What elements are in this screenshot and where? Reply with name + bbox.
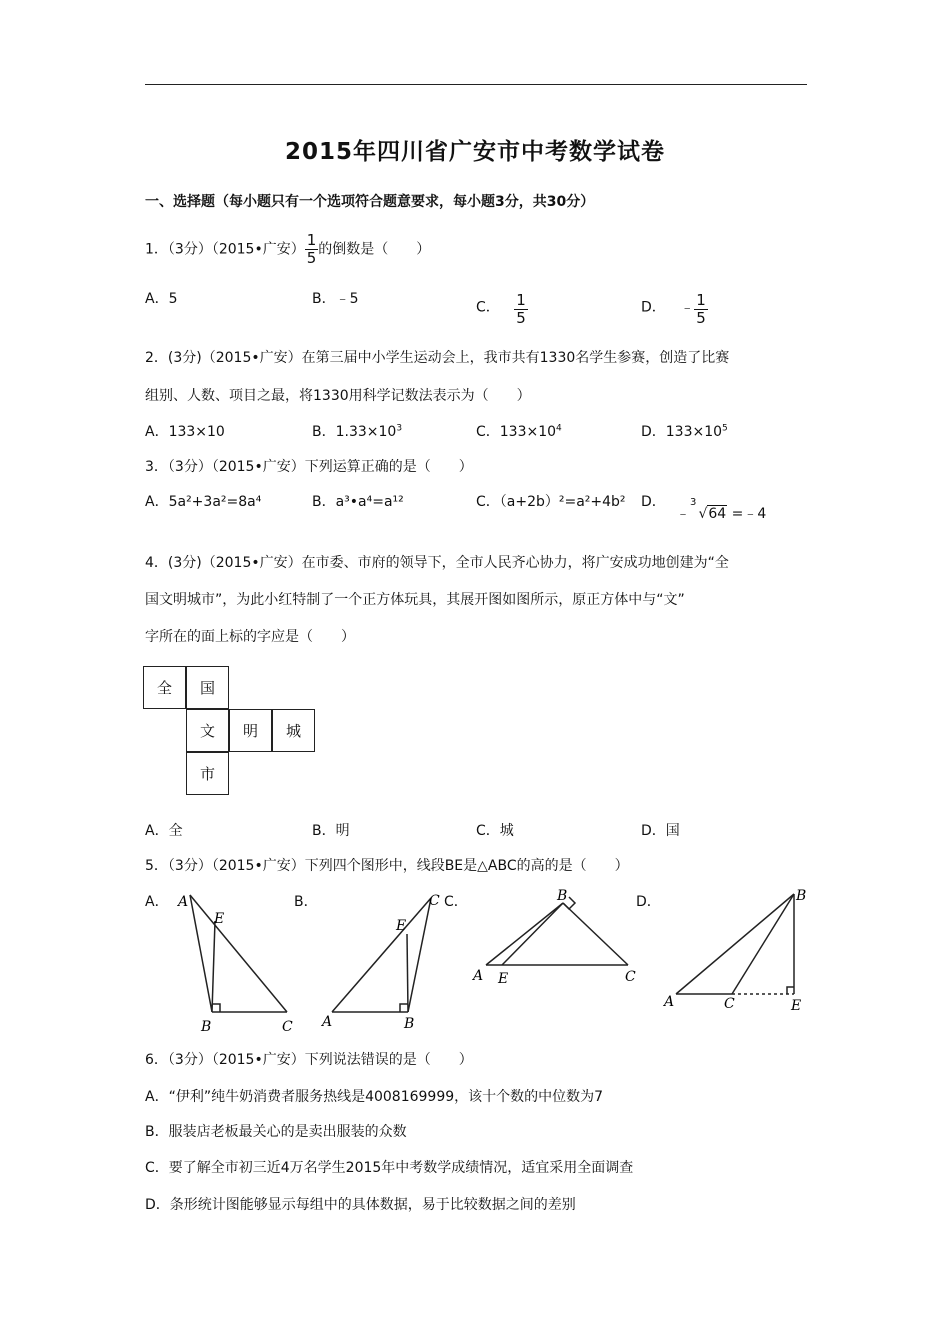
q3-d-radicand: 64 (708, 506, 727, 522)
fig-c-label-a: A (473, 968, 484, 984)
fig-a-label-a: A (178, 894, 189, 910)
q6-option-c: C．要了解全市初三近4万名学生2015年中考数学成绩情况，适宜采用全面调查 (145, 1160, 634, 1176)
question-1-stem (145, 232, 430, 267)
q4-option-a: A．全 (145, 823, 183, 839)
page-title: 2015年四川省广安市中考数学试卷 (284, 139, 665, 165)
q1-d-num: 1 (696, 291, 706, 309)
q1-c-den: 5 (516, 309, 526, 327)
q2-option-a: A．133×10 (145, 424, 225, 440)
question-4-line3: 字所在的面上标的字应是（ ） (145, 629, 355, 645)
fig-d-label-c: C (724, 996, 735, 1012)
q1-d-fraction (694, 292, 708, 327)
question-5-stem: 5．（3分）（2015•广安）下列四个图形中，线段BE是△ABC的高的是（ ） (145, 858, 629, 874)
q5-option-a: A． (145, 894, 169, 910)
q3-d-minus: ﹣ (676, 506, 690, 522)
q1-prefix: 1．（3分）（2015•广安） (145, 241, 305, 258)
triangle-figure-a (170, 885, 305, 1035)
q3-option-d (676, 497, 767, 523)
question-3-stem: 3．（3分）（2015•广安）下列运算正确的是（ ） (145, 459, 473, 475)
net-cell-3: 文 (186, 709, 229, 752)
fig-c-label-e: E (498, 971, 509, 987)
q4-option-c: C．城 (476, 823, 514, 839)
q2-c-exp: 4 (556, 423, 562, 434)
fig-b-label-c: C (429, 893, 440, 909)
q2-b-exp: 3 (396, 423, 403, 434)
q1-d-sign: ﹣ (680, 299, 695, 316)
net-cell-2: 国 (186, 666, 229, 709)
q1-c-num: 1 (516, 291, 526, 309)
fig-d-label-a: A (664, 994, 675, 1010)
triangle-figure-d (658, 882, 818, 1017)
q4-option-b: B．明 (312, 823, 350, 839)
question-4-line1: 4．(3分)（2015•广安）在市委、市府的领导下，全市人民齐心协力，将广安成功地创建为“全 (145, 555, 729, 571)
fig-b-label-a: A (322, 1014, 333, 1030)
q2-d-base: D．133×10 (641, 424, 723, 440)
fig-a-label-e: E (214, 911, 225, 927)
q2-b-base: B．1.33×10 (312, 424, 397, 440)
q2-d-exp: 5 (722, 423, 728, 434)
net-cell-5: 城 (272, 709, 315, 752)
q2-c-base: C．133×10 (476, 424, 557, 440)
question-4-line2: 国文明城市”，为此小红特制了一个正方体玩具，其展开图如图所示，原正方体中与“文” (145, 592, 685, 608)
q3-d-result: =﹣4 (731, 506, 767, 522)
triangle-figure-b (318, 890, 453, 1035)
fig-a-label-b: B (201, 1019, 212, 1035)
q1-d-label: D． (641, 299, 666, 316)
q2-option-b (312, 421, 402, 441)
q1-option-a: A．5 (145, 291, 178, 307)
q1-d-den: 5 (696, 309, 706, 327)
q1-c-label: C． (476, 299, 500, 316)
fig-d-label-e: E (791, 998, 802, 1014)
fig-d-label-b: B (796, 888, 807, 904)
fig-b-label-e: E (396, 918, 407, 934)
q5-option-d: D． (636, 894, 661, 910)
q3-option-a: A．5a²+3a²=8a⁴ (145, 494, 262, 510)
question-2-line2: 组别、人数、项目之最，将1330用科学记数法表示为（ ） (145, 388, 531, 404)
q6-option-a: A．“伊利”纯牛奶消费者服务热线是4008169999，该十个数的中位数为7 (145, 1089, 604, 1105)
triangle-figure-c (468, 885, 643, 990)
q1-fraction (305, 232, 319, 267)
q3-d-root-index: 3 (690, 497, 697, 508)
net-cell-4: 明 (229, 709, 272, 752)
q3-option-b: B．a³•a⁴=a¹² (312, 494, 404, 510)
q3-option-c: C．（a+2b）²=a²+4b² (476, 494, 626, 510)
fig-b-label-b: B (404, 1016, 415, 1032)
q1-frac-den: 5 (306, 249, 317, 267)
header-rule (145, 84, 807, 85)
q1-c-fraction (514, 292, 528, 327)
fig-c-label-c: C (625, 969, 636, 985)
q2-option-d (641, 421, 728, 441)
net-cell-6: 市 (186, 752, 229, 795)
fig-a-label-c: C (282, 1019, 293, 1035)
q6-option-d: D．条形统计图能够显示每组中的具体数据，易于比较数据之间的差别 (145, 1197, 576, 1213)
question-2-line1: 2．(3分)（2015•广安）在第三届中小学生运动会上，我市共有1330名学生参赛，创造了比赛 (145, 350, 730, 366)
q1-frac-num: 1 (306, 231, 317, 249)
net-cell-1: 全 (143, 666, 186, 709)
q1-option-b: B．﹣5 (312, 291, 359, 307)
q1-option-d (641, 288, 708, 327)
q5-option-b: B． (294, 894, 318, 910)
q4-option-d: D．国 (641, 823, 680, 839)
question-6-stem: 6．（3分）（2015•广安）下列说法错误的是（ ） (145, 1052, 473, 1068)
section-heading: 一、选择题（每小题只有一个选项符合题意要求，每小题3分，共30分） (145, 194, 595, 210)
q5-option-c: C． (444, 894, 468, 910)
radical-icon: √ (698, 506, 708, 522)
fig-c-label-b: B (557, 888, 568, 904)
q6-option-b: B．服装店老板最关心的是卖出服装的众数 (145, 1124, 407, 1140)
q2-option-c (476, 421, 562, 441)
q1-suffix: 的倒数是（ ） (318, 241, 431, 258)
q3-option-d-label: D． (641, 494, 666, 510)
q1-option-c (476, 288, 528, 327)
